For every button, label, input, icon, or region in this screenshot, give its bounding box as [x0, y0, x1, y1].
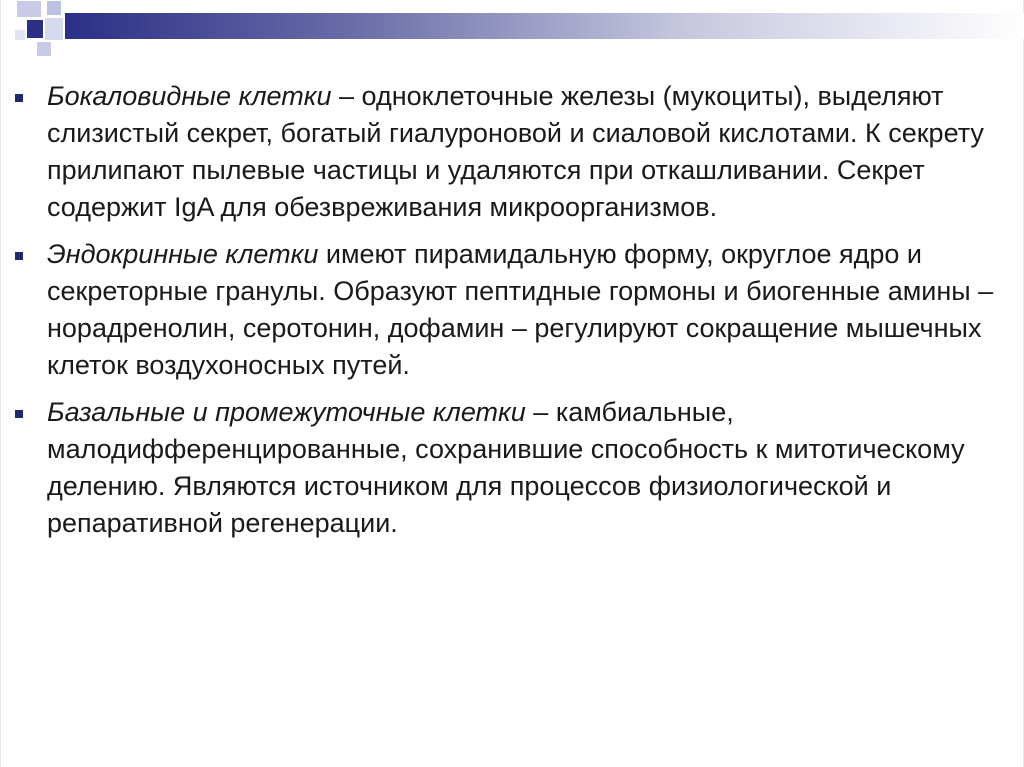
square-bullet-icon	[15, 410, 23, 418]
bullet-term: Бокаловидные клетки	[47, 81, 332, 111]
bullet-text: – камбиальные, малодифференцированные, сохранившие способность к митотическому делению. Являются источником для процессов физиологической и репаративной регенерации.	[47, 397, 965, 538]
decorative-square	[15, 30, 25, 40]
bullet-term: Эндокринные клетки	[47, 239, 319, 269]
header-gradient-bar	[65, 13, 1024, 39]
bullet-text: – одноклеточные железы (мукоциты), выделяют слизистый секрет, богатый гиалуроновой и сиаловой кислотами. К секрету прилипают пылевые частицы и удаляются при откашливании. Секрет содержит IgA для обезвреживания микроорганизмов.	[47, 81, 984, 222]
list-item	[15, 394, 1015, 542]
decorative-square	[17, 1, 41, 17]
decorative-square	[37, 42, 51, 56]
bullet-text: имеют пирамидальную форму, округлое ядро и секреторные гранулы. Образуют пептидные гормоны и биогенные амины – норадренолин, серотонин, дофамин – регулируют сокращение мышечных клеток воздухоносных путей.	[47, 239, 994, 380]
decorative-square	[45, 18, 63, 40]
bullet-list	[15, 78, 1015, 552]
square-bullet-icon	[15, 252, 23, 260]
decorative-square	[27, 20, 43, 38]
list-item	[15, 236, 1015, 384]
square-bullet-icon	[15, 94, 23, 102]
decorative-square	[47, 1, 61, 15]
list-item	[15, 78, 1015, 226]
bullet-term: Базальные и промежуточные клетки	[47, 397, 526, 427]
